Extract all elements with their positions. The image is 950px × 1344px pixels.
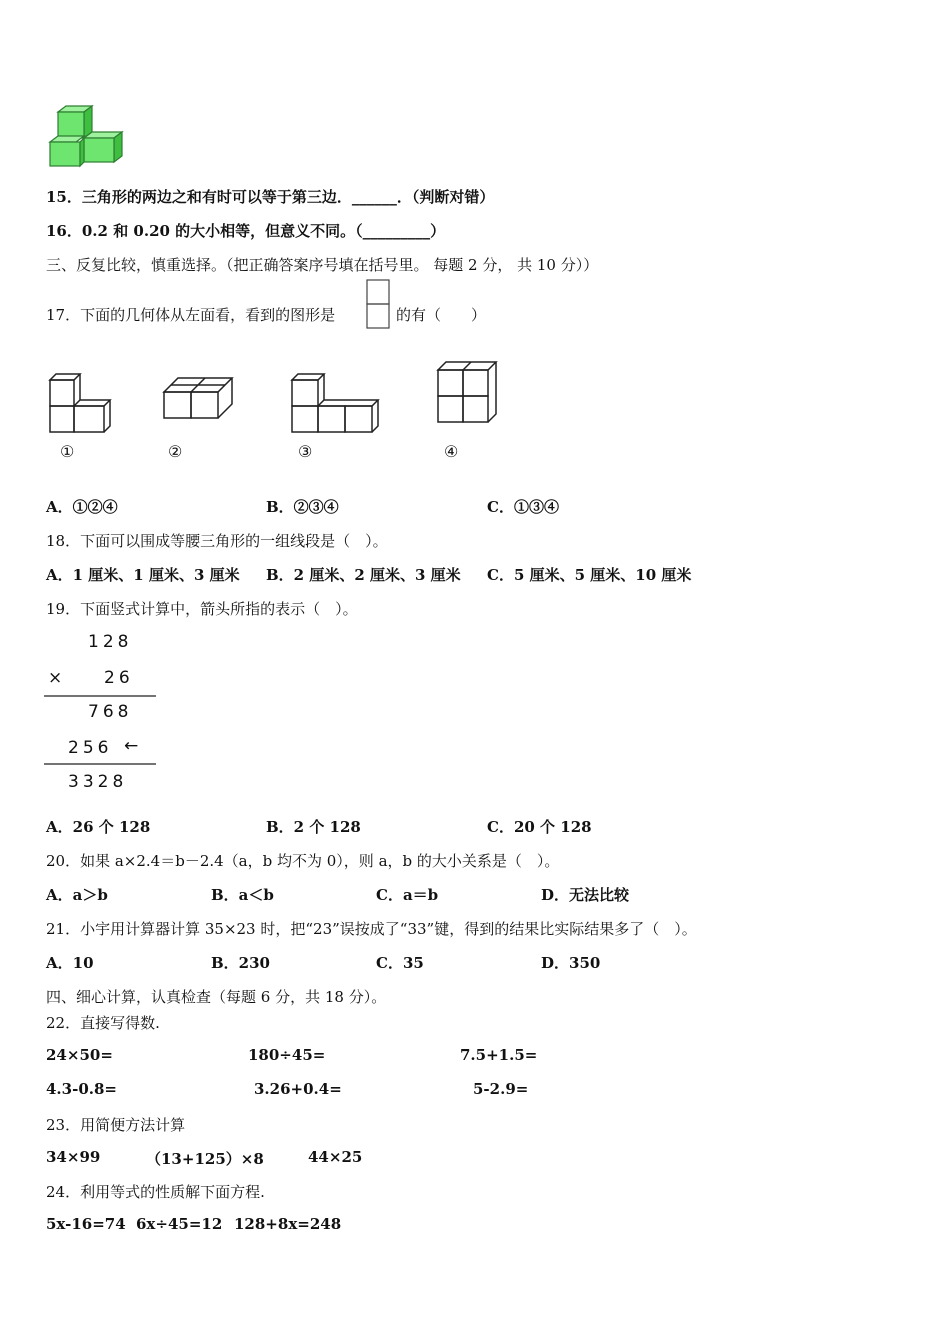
q17-figure-1	[46, 370, 116, 436]
q23-item: 34×99	[46, 1148, 101, 1166]
q20-text: 20．如果 a×2.4＝b－2.4（a，b 均不为 0），则 a，b 的大小关系是（ ）。	[46, 852, 560, 870]
q22-item: 24×50=	[46, 1046, 113, 1064]
q17-option-c: C．①③④	[487, 498, 559, 516]
q20-option-b: B．a＜b	[211, 886, 274, 904]
section4-heading: 四、细心计算，认真检查（每题 6 分，共 18 分）。	[46, 988, 387, 1006]
q17-text-before: 17．下面的几何体从左面看，看到的图形是	[46, 306, 336, 324]
q20-option-a: A．a＞b	[46, 886, 108, 904]
q24-text: 24．利用等式的性质解下面方程.	[46, 1183, 265, 1201]
q19-calc-line-2	[44, 762, 158, 766]
q21-option-a: A．10	[46, 954, 94, 972]
q20-option-c: C．a＝b	[376, 886, 439, 904]
q19-arrow-icon: ←	[124, 736, 143, 756]
q23-text: 23．用简便方法计算	[46, 1116, 186, 1134]
q23-item: 44×25	[308, 1148, 363, 1166]
q19-calc-multiplier: 26	[104, 668, 134, 688]
q18-text: 18．下面可以围成等腰三角形的一组线段是（ ）。	[46, 532, 388, 550]
section3-heading: 三、反复比较，慎重选择。（把正确答案序号填在括号里。 每题 2 分， 共 10 分））	[46, 256, 599, 274]
q18-option-c: C．5 厘米、5 厘米、10 厘米	[487, 566, 692, 584]
q23-item: （13+125）×8	[146, 1150, 264, 1168]
q16-text: 16．0.2 和 0.20 的大小相等，但意义不同。（_________）	[46, 222, 446, 240]
q19-option-c: C．20 个 128	[487, 818, 592, 836]
q22-item: 180÷45=	[248, 1046, 326, 1064]
q17-figure-4	[434, 358, 504, 428]
q19-text: 19．下面竖式计算中，箭头所指的表示（ ）。	[46, 600, 358, 618]
q17-figure-label: ④	[444, 442, 459, 461]
q21-option-c: C．35	[376, 954, 424, 972]
q19-calc-line-1	[44, 694, 158, 698]
q19-calc-row2: 256	[68, 738, 113, 758]
q15-text: 15．三角形的两边之和有时可以等于第三边．______．（判断对错）	[46, 188, 495, 206]
q21-option-b: B．230	[211, 954, 270, 972]
q22-item: 7.5+1.5=	[460, 1046, 538, 1064]
q24-item: 6x÷45=12	[136, 1215, 223, 1233]
q19-calc-row1: 768	[88, 702, 133, 722]
q17-option-b: B．②③④	[266, 498, 339, 516]
q19-calc-top: 128	[88, 632, 133, 652]
q17-figure-label: ②	[168, 442, 183, 461]
q22-item: 5-2.9=	[473, 1080, 529, 1098]
q18-option-a: A．1 厘米、1 厘米、3 厘米	[46, 566, 240, 584]
q19-option-a: A．26 个 128	[46, 818, 151, 836]
q17-figure-3	[288, 370, 384, 436]
q17-figure-label: ①	[60, 442, 75, 461]
q19-calc-result: 3328	[68, 772, 128, 792]
q19-option-b: B．2 个 128	[266, 818, 361, 836]
q21-option-d: D．350	[541, 954, 601, 972]
q22-item: 4.3-0.8=	[46, 1080, 117, 1098]
q17-option-a: A．①②④	[46, 498, 118, 516]
q17-figure-label: ③	[298, 442, 313, 461]
q21-text: 21．小宇用计算器计算 35×23 时，把“23”误按成了“33”键，得到的结果比实际结果多了（ ）。	[46, 920, 697, 938]
q20-option-d: D．无法比较	[541, 886, 630, 904]
q17-left-view-icon	[366, 279, 390, 329]
q22-text: 22．直接写得数.	[46, 1014, 160, 1032]
green-cubes-figure	[46, 104, 126, 168]
q24-item: 128+8x=248	[234, 1215, 342, 1233]
q17-text-after: 的有（ ）	[396, 306, 487, 324]
q17-figure-2	[160, 374, 240, 424]
q24-item: 5x-16=74	[46, 1215, 126, 1233]
q19-calc-times: ×	[48, 668, 67, 688]
q22-item: 3.26+0.4=	[254, 1080, 342, 1098]
q18-option-b: B．2 厘米、2 厘米、3 厘米	[266, 566, 461, 584]
